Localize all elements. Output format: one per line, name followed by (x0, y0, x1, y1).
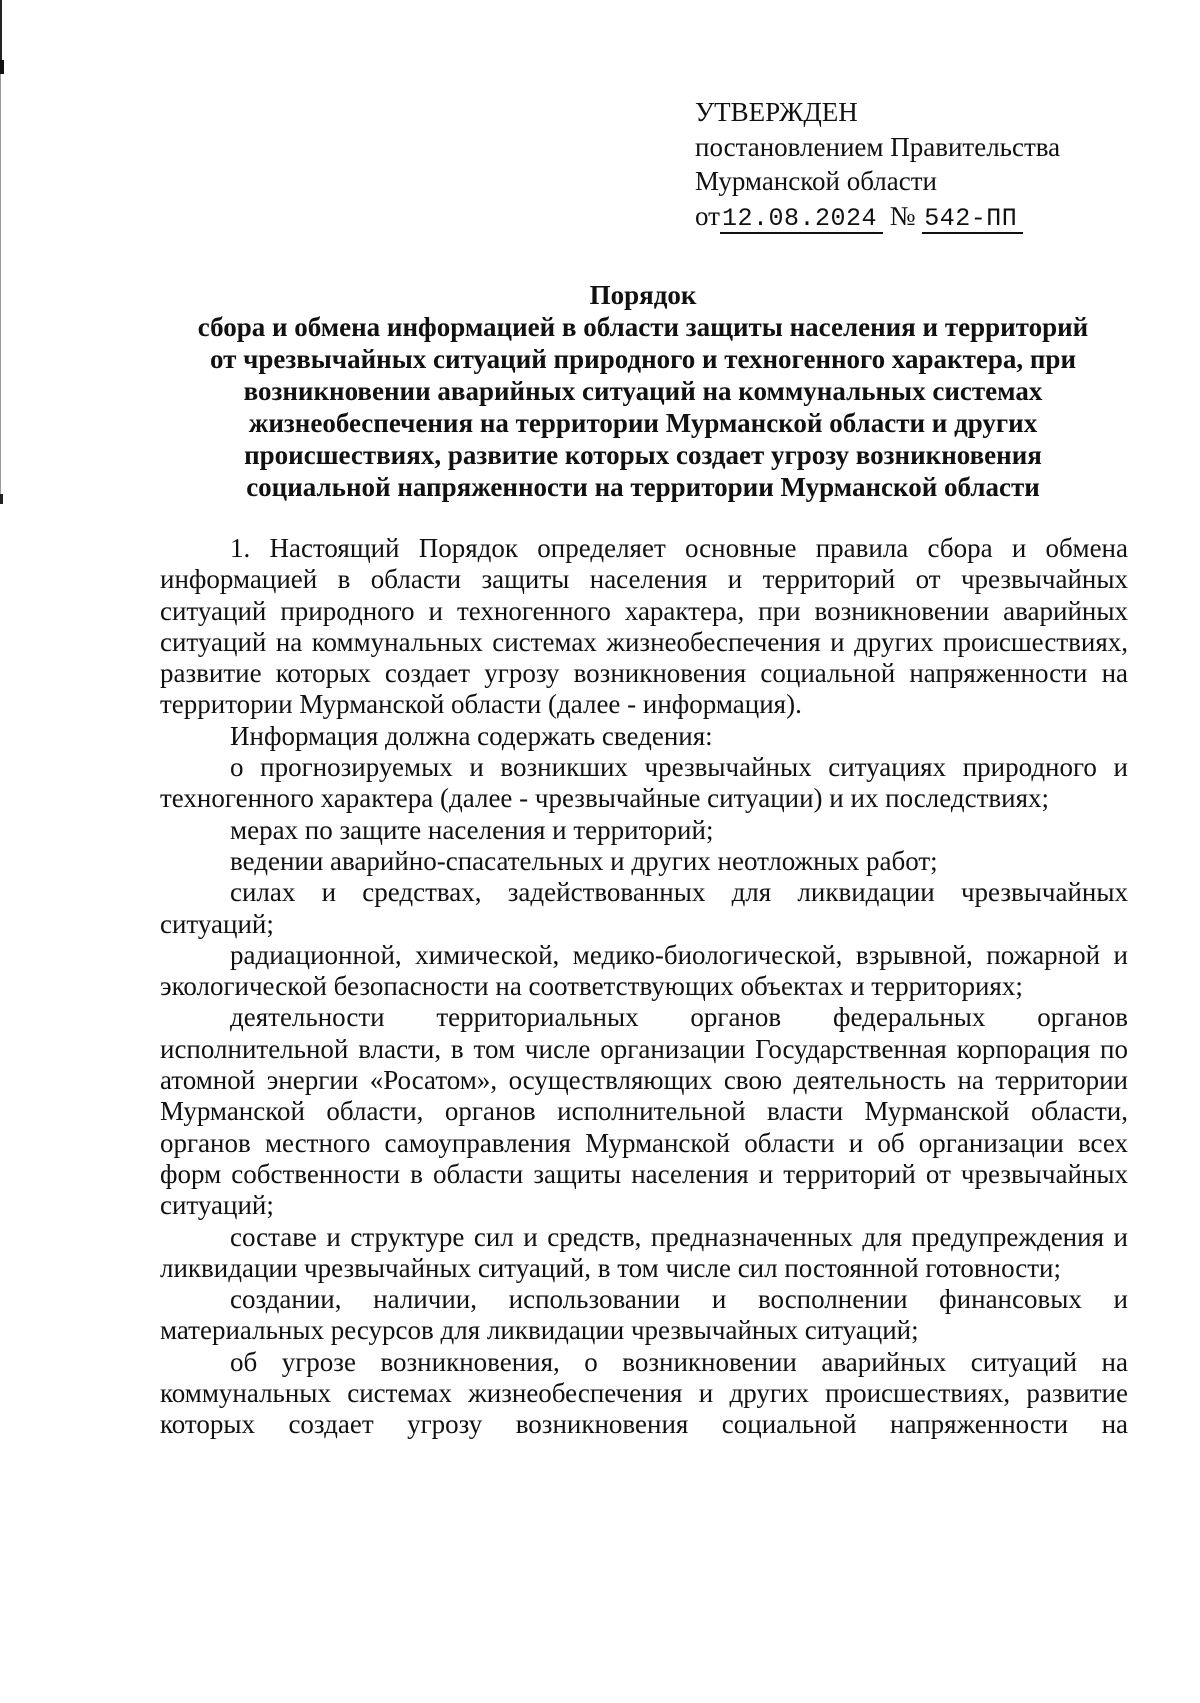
title-line: возникновении аварийных ситуаций на коммунальных системах (243, 376, 1043, 406)
title-line: сбора и обмена информацией в области защиты населения и территорий (197, 312, 1089, 342)
date-prefix: от (695, 200, 720, 231)
approval-region: Мурманской области (695, 166, 937, 196)
scan-edge-mark (0, 60, 4, 74)
approval-date: 12.08.2024 (720, 206, 883, 234)
approval-stamp (695, 95, 1135, 234)
scan-edge-mark (0, 74, 1, 494)
number-sign: № (889, 200, 916, 231)
title-line: происшествиях, развитие которых создает угрозу возникновения (244, 440, 1042, 470)
approval-date-line (695, 199, 1135, 234)
approval-issuer: постановлением Правительства (695, 131, 1061, 162)
approval-number: 542-ПП (922, 206, 1023, 234)
info-item: мерах по защите населения и территорий; (230, 814, 714, 845)
info-item: деятельности территориальных органов федеральных органов исполнительной власти, в том числе организации Государственная корпорация по атомной энергии «Росатом», осуществляющих свою деятельность на территории Мурманской области, органов исполнительной власти Мурманской области, органов местного самоуправления Мурманской области и об организации всех форм собственности в области защиты населения и территорий от чрезвычайных ситуаций; (160, 1002, 1128, 1221)
approval-status: УТВЕРЖДЕН (695, 97, 858, 127)
info-item: об угрозе возникновения, о возникновении аварийных ситуаций на коммунальных системах жизнеобеспечения и других происшествиях, развитие которых создает угрозу возникновения социальной напряженности на (160, 1346, 1128, 1440)
scan-edge-mark (0, 0, 2, 60)
paragraph-1: 1. Настоящий Порядок определяет основные правила сбора и обмена информацией в области защиты населения и территорий от чрезвычайных ситуаций природного и техногенного характера, при возникновении аварийных ситуаций на коммунальных системах жизнеобеспечения и других происшествиях, развитие которых создает угрозу возникновения социальной напряженности на территории Мурманской области (далее - информация). (160, 533, 1128, 720)
title-line: от чрезвычайных ситуаций природного и техногенного характера, при (209, 344, 1077, 374)
scan-edge-mark (0, 494, 3, 504)
info-item: силах и средствах, задействованных для ликвидации чрезвычайных ситуаций; (160, 877, 1128, 939)
info-item: ведении аварийно-спасательных и других неотложных работ; (230, 845, 938, 876)
document-body (160, 533, 1128, 1441)
document-title (158, 279, 1128, 503)
info-intro: Информация должна содержать сведения: (230, 720, 713, 751)
info-item: составе и структуре сил и средств, предназначенных для предупреждения и ликвидации чрезвычайных ситуаций, в том числе сил постоянной готовности; (160, 1221, 1128, 1283)
info-item: о прогнозируемых и возникших чрезвычайных ситуациях природного и техногенного характера (далее - чрезвычайные ситуации) и их последствиях; (160, 752, 1128, 814)
title-heading: Порядок (589, 280, 697, 310)
info-item: создании, наличии, использовании и восполнении финансовых и материальных ресурсов для ликвидации чрезвычайных ситуаций; (160, 1284, 1128, 1346)
title-line: жизнеобеспечения на территории Мурманской области и других (248, 408, 1038, 438)
info-item: радиационной, химической, медико-биологической, взрывной, пожарной и экологической безопасности на соответствующих объектах и территориях; (160, 939, 1128, 1002)
title-line: социальной напряженности на территории Мурманской области (246, 472, 1040, 502)
